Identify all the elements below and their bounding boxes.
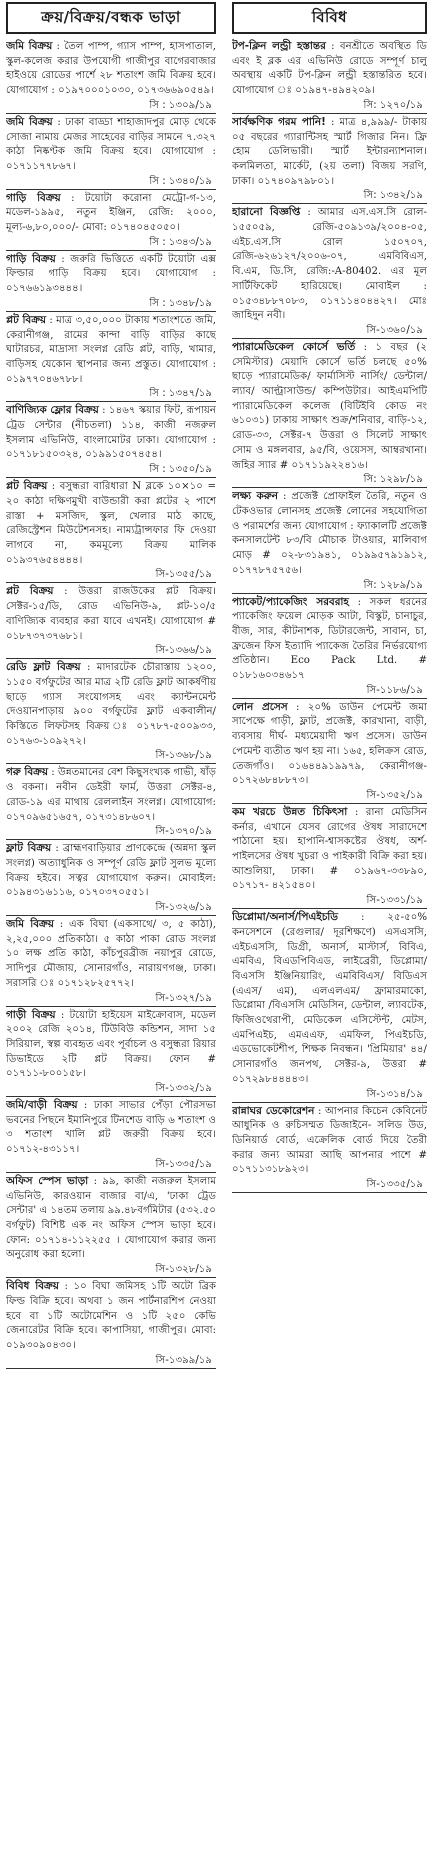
ad-reference-number: সি-১৩৩১/১৯ xyxy=(366,895,423,907)
ad-title: গরু বিক্রয় xyxy=(6,766,48,779)
ad-reference-number: সি-১৩৬৮/১৯ xyxy=(155,750,212,762)
classified-ad xyxy=(6,402,216,478)
ad-reference-number: সি-১৩২৭/১৯ xyxy=(155,992,212,1004)
ad-body: : প্রজেক্ট প্রোফাইল তৈরি, নতুন ও টেকওভার লোনসহ প্রজেক্ট লোনের সহযোগিতা ও পরামর্শের জন্য যোগাযোগ : ফ্যাকালটি প্রজেক্ট কনসালটেন্ট ৮৩/বি মৌচাক টাওয়ার, মালিবাগ মোড় # ০২-৮৩১৯৪১, ০১৯৯৫৭৯১৯১২, ০১৭৭৮৭৫৭৫৬। xyxy=(232,491,427,576)
ad-text xyxy=(6,917,216,992)
ad-body: : টয়োটা হাইয়েস মাইক্রোবাস, মডেল ২০০২ রেজি ২০১৪, টিউবিউ কন্ডিশন, সাদা ১৫ সিরিয়াল, স্বল্প ব্যবহৃত এবং পূর্বাচল ও বসুন্ধরা রিয়ার ডিভাইডে ২টি প্লট বিক্রয়। ফোন # ০১৭১১-৮০০১৫৮। xyxy=(6,1009,216,1080)
ad-title: লক্ষ্য করুন xyxy=(232,490,278,503)
classified-ad xyxy=(6,764,216,840)
classified-ad xyxy=(6,312,216,403)
ad-title: গাড়ি বিক্রয় xyxy=(6,191,61,204)
ad-reference-number: সি-১৩৯৯/১৯ xyxy=(155,1354,212,1366)
ad-body: : আমার এস.এস.সি রোল- ১৫৫০৫৯, রেজি-৫০৯১৩৯/২০০৪-০৫, এইচ.এস.সি রোল ১৫০৭০৭, রেজি-৬২৬১২৭/২০০৬-০৭, এমবিবিএস, বি.এম, ডি.সি, রেজি:-A-80402. এর মূল সার্টিফিকেট হারিয়েছে। মোবাইল : ০১৫৩৪৮৮৭০৮৩, ০১৭১১৪০৪৪২৭। মোঃ জাহিদুন নবী। xyxy=(232,207,427,322)
classified-ad xyxy=(6,478,216,583)
ad-text xyxy=(6,252,216,297)
classified-ad xyxy=(232,38,427,114)
ad-text xyxy=(6,313,216,388)
ad-text xyxy=(232,489,427,578)
ad-title: অফিস স্পেস ভাড়া xyxy=(6,1174,89,1187)
ad-reference-number: সি-১১৮৬/১৯ xyxy=(366,684,423,696)
ad-text xyxy=(232,340,427,473)
ad-reference-number: সি-১৩২৬/১৯ xyxy=(155,902,212,914)
ad-title: বাণিজ্যিক ফ্লোর বিক্রয় xyxy=(6,404,99,417)
ad-title: গাড়ি বিক্রয় xyxy=(6,252,56,265)
ad-body: : ৯৯, কাজী নজরুল ইসলাম এভিনিউ, কারওয়ান বাজার বা/এ, 'ঢাকা ট্রেড সেন্টার' এ ১৪তম তলায় ৯৯.৪৮বর্গমিটার (৫৩২.৫০ বর্গফুট) বিশিষ্ট এক নং অফিস স্পেস ভাড়া হবে। ফোন: ০১৭১৪-১১২২৫৫ । যোগাযোগ করার জন্য অনুরোধ করা হলো। xyxy=(6,1175,216,1261)
ad-title: লোন প্রসেস xyxy=(232,700,288,713)
ad-text xyxy=(6,479,216,568)
ad-text xyxy=(232,700,427,789)
ad-body: : টয়োটা করোনা মেট্রো-গ-১৩, মডেল-১৯৯৫, নতুন ইঞ্জিন, রেজি: ২০০০, মূল্য-৬,৮০,০০০/- মোবা: ০১৭৪০৪৫০৫০। xyxy=(6,192,216,234)
left-column-header: ক্রয়/বিক্রয়/বন্ধক ভাড়া xyxy=(6,2,216,34)
right-column xyxy=(232,0,427,1854)
ad-body: : এক বিঘা (একসাথে/ ৩, ৫ কাঠা), ২,২৫,০০০ প্রতিকাঠা। ৫ কাঠা পাকা রোড সংলগ্ন ১০ লক্ষ প্রতি কাঠা, কাঁচপুরব্রীজ নয়াপুর রোডে, সাদিপুর মৌজায়, সোনারগাঁও, নারায়ণগঞ্জ, ঢাকা। সরাসরি ঃ ০১৭১২৮২৫৭৭২। xyxy=(6,919,216,989)
ad-reference-number: সি : ১৩৪৩/১৯ xyxy=(149,236,212,248)
ad-body: : বসুন্ধরা বারিধারা N ব্লকে ১০×১০ = ২০ কাঠা দক্ষিণমুখী বাউন্ডারী করা প্লটের ২ পাশে রাস্তা + মসজিদ, স্কুল, খেলার মাঠ কাছে, রেজিস্ট্রেশন মিউটেশনসহ। নাম্যট্রান্সফার ফি দেওয়া লাগবে না, কমমূল্যে বিক্রয় মালিক ০১৯৩৭৬৫৪৪৪৪। xyxy=(6,481,216,566)
ad-title: সার্বক্ষণিক গরম পানি! xyxy=(232,115,326,128)
ad-title: রান্নাঘর ডেকোরেশন xyxy=(232,1104,315,1117)
ad-title: ডিপ্লোমা/অনার্স/পিএইচডি xyxy=(232,911,338,924)
ad-reference-number: সি-১৩১৪/১৯ xyxy=(366,1088,423,1100)
classified-ad xyxy=(6,583,216,659)
ad-text xyxy=(6,765,216,825)
ad-text xyxy=(6,841,216,901)
ad-text xyxy=(6,1174,216,1263)
ad-title: জমি বিক্রয় xyxy=(6,40,53,52)
classified-ad xyxy=(232,699,427,804)
ad-text xyxy=(6,1098,216,1158)
ad-reference-number: সি-১৩৩২/১৯ xyxy=(155,1083,212,1095)
ad-title: রেডি ফ্লাট বিক্রয় xyxy=(6,661,81,674)
ad-text xyxy=(6,191,216,236)
classified-ad xyxy=(6,1007,216,1098)
ad-reference-number: সি : ১৩০৯/১৯ xyxy=(149,99,212,111)
ad-reference-number: সি: ১৩৪২/১৯ xyxy=(363,190,423,202)
ad-title: কম খরচে উন্নত চিকিৎসা xyxy=(232,805,348,818)
ad-text xyxy=(6,403,216,463)
right-ad-list xyxy=(232,38,427,1193)
ad-title: গাড়ী বিক্রয় xyxy=(6,1008,56,1021)
ad-body: : বনশ্রীতে অবস্থিত ডি এবং ই ব্লক এর এভিনিউ রোডে সম্পূর্ণ চালু অবস্থায় একটি টপ-ক্লিন লন্ড্রী হস্তান্তরিত হবে। যোগাযোগ ঃ ০১৯৪৭-৪৯৪২০৯। xyxy=(232,41,427,97)
ad-body: : উন্নতমানের বেশ কিছুসংখ্যক গাভী, ষাঁড় ও বকনা। নবীন ডেইরী ফার্ম, উত্তরা সেক্টর-৪, রোড-১৯ এর মাথায় রেললাইন সংলগ্ন। যোগাযোগ: ০১৭০৯৬৫১৬৫৭, ০১৭৩১৪৮৬০৭। xyxy=(6,767,216,823)
ad-reference-number: সি: ১২৮৯/১৯ xyxy=(363,579,423,591)
ad-body: : তৈল পাম্প, গ্যাস পাম্প, হাসপাতাল, স্কুল-কলেজ করার উপযোগী গাজীপুর বাগেরবাজার হাইওয়ে রোডের পার্শে ২৮ শতাংশ জমি বিক্রয় হবে। যোগাযোগ : ০১৯৭০০০১০৩০, ০১৭৩৬৬৯০৫৪৯। xyxy=(6,41,216,97)
classified-ad xyxy=(232,804,427,909)
classified-ad xyxy=(232,204,427,339)
ad-title: হারানো বিজ্ঞপ্তি xyxy=(232,206,301,219)
ad-reference-number: সি-১৩২৮/১৯ xyxy=(155,1264,212,1276)
classified-ad xyxy=(6,659,216,764)
classified-ad xyxy=(6,1173,216,1278)
ad-reference-number: সি-১৩৩৫/১৯ xyxy=(366,1179,423,1191)
ad-body: : মাদারটেক চৌরাস্তায় ১২০০, ১১৫০ বর্গফুটের আর মাত্র ২টি রেডি ফ্লাট আকর্ষণীয় ছাড়ে গ্যাস সংযোগসহ এবং ক্যান্টনমেন্ট দেওয়ানপাড়ায় ৯০০ বর্গফুটের ফ্লাট একবালীন/কিস্তিতে লিফটসহ বিক্রয় ঃ ০১৭৮৭-৫০০৯৩৩, ০১৭৬৩-১০৯২৭২। xyxy=(6,662,216,747)
ad-text xyxy=(6,1008,216,1083)
ad-title: ফ্লাট বিক্রয় xyxy=(6,842,52,855)
classified-ad xyxy=(6,251,216,312)
ad-reference-number: সি-১৩৩৫/১৯ xyxy=(155,1158,212,1170)
ad-body: : ১০ বিঘা জমিসহ ১টি অটো ব্রিক ফিল্ড বিক্রি হবে। অথবা ১ জন পার্টনারশিপ নেওয়া হবে বা ১টি অটোমেশিন ও ১টি ২৫০ কেভি জেনারেটর বিক্রি হবে। কাপাসিয়া, গাজীপুর। মোবা: ০১৯৩০৯০৪৩০। xyxy=(6,1281,216,1351)
ad-body: : ব্রাহ্মণবাড়িয়ার প্রাণকেন্দ্রে (অন্নদা স্কুল সংলগ্ন) অত্যাধুনিক ও সম্পূর্ণ রেডি ফ্লাট সুলভ মূল্যে বিক্রয় হইবে। সত্বর যোগাযোগ করুন। মোবাইল: ০১৯৪৩১৬১১৬, ০১৭০৩৭০৫৫১। xyxy=(6,843,216,899)
ad-body: : ঢাকা সাভার পেঁড়া পৌরসভা ভবনের পিছনে ইমানিপুরে টিনশেড বাড়ি ৬ শতাংশ ও ৩ শতাংশ খালি প্লট জরুরী বিক্রয় হবে। ০১৭১২-৪৩১১৭। xyxy=(6,1100,216,1156)
ad-text xyxy=(6,39,216,99)
ad-body: : জরুরি ভিত্তিতে একটি টয়োটা এক্স ফিল্ডার গাড়ি বিক্রয় হবে। যোগাযোগ : ০১৭৬৬১৯৩৪৪৪। xyxy=(6,253,216,295)
classified-ad xyxy=(6,1097,216,1173)
ad-title: জমি বিক্রয় xyxy=(6,918,54,931)
ad-text xyxy=(232,115,427,190)
ad-text xyxy=(232,595,427,684)
ad-reference-number: সি : ১৩৪৮/১৯ xyxy=(149,297,212,309)
ad-title: প্যারামেডিকেল কোর্সে ভর্তি xyxy=(232,340,356,353)
ad-text xyxy=(232,1104,427,1179)
ad-title: টপ-ক্লিন লন্ড্রী হস্তান্তর xyxy=(232,40,326,52)
ad-body: : মাত্র ৪,৯৯৯/- টাকায় ০৫ বছরের গ্যারান্টিসহ স্মার্ট গিজার নিন। ফ্রি হোম ডেলিভারী। স্মার্ট ইন্টারন্যাশনাল। কলমিলতা, মার্কেট, (২য় তলা) বিজয় সরণি, ঢাকা। ০১৭৪০৯৭৯৮০১। xyxy=(232,116,427,187)
ad-reference-number: সি-১৩৬০/১৯ xyxy=(366,324,423,336)
classified-ad xyxy=(232,114,427,205)
left-column xyxy=(6,0,216,1854)
classified-ad xyxy=(6,916,216,1007)
ad-text xyxy=(232,205,427,324)
ad-reference-number: সি : ১৩৫০/১৯ xyxy=(149,464,212,476)
classified-ad xyxy=(6,38,216,114)
classified-ad xyxy=(232,909,427,1102)
ad-reference-number: সি: ১২৭০/১৯ xyxy=(363,99,423,111)
ad-reference-number: সি: ১২৯৮/১৯ xyxy=(363,474,423,486)
ad-text xyxy=(6,584,216,644)
ad-reference-number: সি : ১৩৪০/১৯ xyxy=(149,175,212,187)
right-column-header: বিবিধ xyxy=(232,2,427,34)
ad-body: : ১ বছর (২ সেমিস্টার) মেয়াদি কোর্সে ভর্তি চলছে ৫০% ছাড়ে প্যারামেডিক/ ফার্মাসিস্ট নার্সিং/ ডেন্টাল/ ল্যাব/ আল্ট্রাসাউন্ড/ কম্পিউটার। আইএমপিটি প্যারামেডিকেল কলেজ (বিটিইবি কোড নং ৬১০৩১) ঢাকায় সাক্ষাৎ শুক্র/শনিবার, বাড়ি-১২, রোড-৩৩, সেক্টর-৭ উত্তরা ও সিলেট সাক্ষাৎ সোম ও মঙ্গলবার, ৯৫/বি, ওয়েসস, আম্বরখানা। জহির স্যার # ০১৭১১৯২২৪১৬। xyxy=(232,341,427,471)
ad-reference-number: সি-১৩৫৫/১৯ xyxy=(155,569,212,581)
ad-title: প্লট বিক্রয় xyxy=(6,585,54,598)
ad-body: : আপনার কিচেন কেবিনেট আধুনিক ও রুচিসম্মত ডিজাইনে- সলিড উড, ডিনিয়ার্ড বোর্ড, এক্রেলিক বোর্ড দিয়ে তৈরী করার জন্য আমরা আছি আপনার পাশে # ০১৭১১৩১৮৯২৩। xyxy=(232,1105,427,1176)
ad-text xyxy=(6,660,216,749)
classified-ad xyxy=(232,1103,427,1194)
classified-ad xyxy=(6,114,216,190)
ad-title: বিবিধ বিক্রয় xyxy=(6,1280,59,1293)
ad-text xyxy=(232,39,427,99)
ad-title: জমি বিক্রয় xyxy=(6,115,53,128)
ad-body: : মাত্র ৩,৫০,০০০ টাকায় শতাংশতে জমি, কেরানীগঞ্জ, রামের কান্দা বাড়ি বাড়ির কাছে ঘাটারচর, মাদ্রাসা সংলগ্ন রেডি প্লট, বাড়ি, খামার, বাড়িসহ যেকোন স্থাপনার জন্য প্রস্তুত। যোগাযোগ : ০১৯৭৭০৪৬৭৮৮। xyxy=(6,314,216,385)
ad-body: : ১৪৬৭ স্কয়ার ফিট, রূপায়ন ট্রেড সেন্টার (নীচতলা) ১১৪, কাজী নজরুল ইসলাম এভিনিউ, বাংলামোটর ঢাকা। যোগাযোগ : ০১৭১৮১৫০৩২৪, ০১৯৯১৫০৭৪৫৪। xyxy=(6,405,216,461)
ad-title: প্যাকেট/প্যাকেজিং সরবরাহ xyxy=(232,595,349,608)
ad-body: : সকল ধরনের প্যাকেজিং ফয়েল মোড়ক আটা, বিস্কুট, চানাচুর, বীজ, সার, কীটনাশক, ডিটারজেন্ট, সাবান, চা, ফ্রজেন ফিস ইত্যাদি প্যাকেজ তৈরির নির্ভরযোগ্য প্রতিষ্ঠান। Eco Pack Ltd. # ০১৮১৬০৩৪৬১৭ xyxy=(232,596,427,682)
classified-ad xyxy=(6,190,216,251)
ad-body: : ২৫-৫০% কনসেশনে (রেগুলার/ দূরশিক্ষণে) এসএসসি, এইচএসসি, ডিগ্রী, অনার্স, মাস্টার্স, বিবিএ, এমবিএ, বিএডপিবিএড, লাইব্রেরী, ডিপ্লোমা/ বিএসসি ইঞ্জিনিয়ারিং, এমবিবিএস/ বিডিএস (এএস/ এম), এলএলএম/ ফ্রামারমাকো, ডিপ্লোমা /বিএসসি মেডিসিন, ডেন্টাল, ল্যাবটেক, ফিজিওথেরাপী, মেডিকেল এসিস্টেন্ট, মেটস, এমপিএইচ, এমএএফ, এমফিল, পিএইচডি, এডভোকেটশীপ, শিক্ষক নিবন্ধন। 'প্রিমিয়ার' ৪৪/সোনারগাঁও জনপথ, সেক্টর-৯, উত্তরা # ০১৭২৯৮৪৪৪৪৩। xyxy=(232,912,427,1085)
ad-reference-number: সি : ১৩৪৭/১৯ xyxy=(149,388,212,400)
ad-reference-number: সি-১৩৭০/১৯ xyxy=(155,826,212,838)
classified-ad xyxy=(232,488,427,593)
classified-ad xyxy=(232,594,427,699)
classified-ad xyxy=(6,840,216,916)
ad-text xyxy=(6,1279,216,1354)
ad-title: প্লট বিক্রয় xyxy=(6,480,48,493)
ad-text xyxy=(232,805,427,894)
ad-body: : রানা মেডিসিন কর্নার, এখানে যেসব রোগের ঔষধ সারাদেশে পাঠানো হয়। হাপানি-শ্বাসকষ্টের ঔষধ, অর্শ-পাইলসের ঔষধ খুচরা ও পাইকারী বিক্রি করা হয়। আশুলিয়া, ঢাকা। # ০১৯৬৭-৩৩৮৯০, ০১৭১৭- ৪২১৫৪০। xyxy=(232,806,427,892)
ad-text xyxy=(6,115,216,175)
ad-title: প্লট বিক্রয় xyxy=(6,313,47,326)
ad-title: জমি/বাড়ী বিক্রয় xyxy=(6,1099,78,1112)
ad-reference-number: সি-১৩৬৬/১৯ xyxy=(155,645,212,657)
classified-ad xyxy=(232,339,427,488)
classified-ad xyxy=(6,1278,216,1369)
ad-body: : উত্তরা রাজউকের প্লট বিক্রয়। সেক্টর-১৫/ডি, রোড এভিনিউ-৯, প্লট-১০/৫ বাণিজ্যিক ব্যবহার করা যাবে এখনই। যোগাযোগ # ০১৮৭৩৭৩৭৬৮১। xyxy=(6,586,216,642)
ad-body: : ২০% ডাউন পেমেন্ট জমা সাপেক্ষে গাড়ী, ফ্লাট, প্রজেক্ট, কারখানা, বাড়ী, ব্যবসায় দীর্ঘ- মধ্যমেয়াদী ঋণ প্রসেস। ডাউন পেমেন্ট ব্যতীত ঋণ হয় না। ১৬৫, হলিক্রস রোড, তেজগাঁও। ০১৬৪৪৯১৯৯৭৯, কেরানীগঞ্জ- ০১৭২৬৮৪৮৮৭৩। xyxy=(232,701,427,787)
ad-body: : ঢাকা বাড্ডা শাহাজাদপুর মোড় থেকে সোজা নামায় মেজর সাহেবের বাড়ির সামনে ৭.৩২৭ কাঠা নিষ্কণ্টক জমি বিক্রয় হবে। যোগাযোগ : ০১৭১১৭৭৮৬৭। xyxy=(6,116,216,172)
left-ad-list xyxy=(6,38,216,1369)
ad-text xyxy=(232,910,427,1087)
ad-reference-number: সি-১৩৫২/১৯ xyxy=(366,789,423,801)
